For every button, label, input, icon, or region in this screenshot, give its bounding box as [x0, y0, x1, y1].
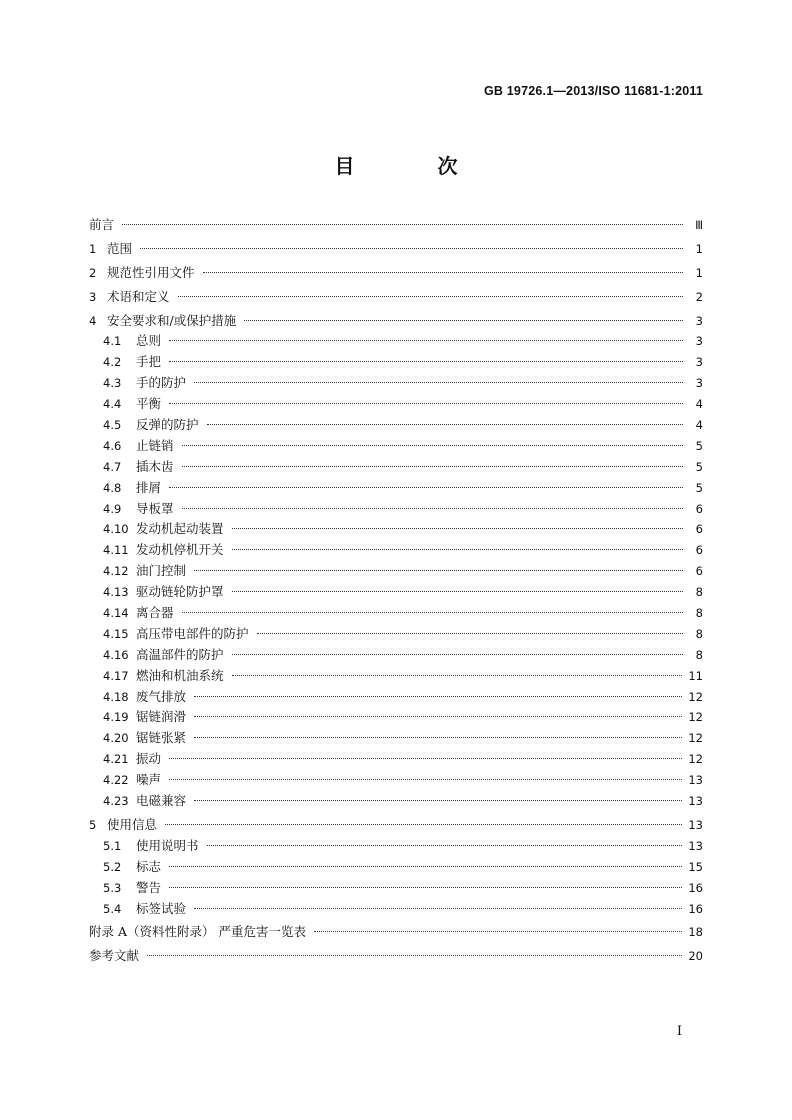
toc-entry-number: 2 — [89, 265, 97, 280]
toc-entry-title: 排屑 — [136, 479, 162, 495]
toc-entry-number: 5.2 — [103, 859, 122, 874]
dot-leader — [169, 758, 682, 759]
toc-entry-title: 标志 — [136, 858, 162, 874]
toc-entry-page: 12 — [688, 731, 703, 746]
toc-entry[interactable] — [89, 263, 703, 284]
dot-leader — [182, 445, 683, 446]
toc-entry-number: 4.13 — [103, 585, 129, 600]
toc-entry-title: 导板罩 — [136, 500, 174, 516]
toc-entry[interactable] — [89, 666, 703, 687]
toc-entry-title: 插木齿 — [136, 458, 174, 474]
toc-entry-page: 4 — [695, 397, 703, 412]
toc-entry-title: 振动 — [136, 751, 162, 767]
toc-entry-number: 4.17 — [103, 668, 129, 683]
toc-entry-page: 13 — [688, 773, 703, 788]
toc-entry[interactable] — [89, 707, 703, 728]
toc-entry-number: 4.20 — [103, 731, 129, 746]
toc-entry-number: 4.10 — [103, 522, 129, 537]
toc-entry-title: 参考文献 — [89, 948, 140, 964]
toc-entry-title: 范围 — [107, 240, 133, 256]
dot-leader — [182, 612, 683, 613]
dot-leader — [194, 696, 682, 697]
toc-entry[interactable] — [89, 478, 703, 499]
toc-entry[interactable] — [89, 352, 703, 373]
toc-entry-page: Ⅲ — [695, 218, 703, 232]
toc-entry-title: 发动机起动装置 — [136, 521, 224, 537]
dot-leader — [194, 570, 683, 571]
toc-entry-title: 高温部件的防护 — [136, 646, 224, 662]
toc-entry[interactable] — [89, 946, 703, 967]
toc-entry-page: 8 — [695, 585, 703, 600]
toc-entry-title: 术语和定义 — [107, 288, 170, 304]
toc-entry[interactable] — [89, 499, 703, 520]
toc-entry-title: 发动机停机开关 — [136, 542, 224, 558]
standard-number: GB 19726.1—2013/ISO 11681-1:2011 — [483, 84, 703, 98]
toc-entry-number: 4.11 — [103, 543, 129, 558]
toc-entry-number: 4.19 — [103, 710, 129, 725]
dot-leader — [232, 528, 683, 529]
toc-entry-title: 噪声 — [136, 772, 162, 788]
toc-entry-page: 1 — [695, 241, 703, 256]
dot-leader — [314, 931, 682, 932]
toc-entry-title: 使用信息 — [107, 816, 158, 832]
toc-entry-title: 警告 — [136, 879, 162, 895]
toc-entry-page: 13 — [688, 838, 703, 853]
toc-entry[interactable] — [89, 749, 703, 770]
dot-leader — [169, 403, 683, 404]
toc-entry-number: 4.8 — [103, 480, 122, 495]
toc-entry-page: 3 — [695, 376, 703, 391]
toc-entry[interactable] — [89, 922, 703, 943]
toc-entry[interactable] — [89, 215, 703, 236]
toc-entry-page: 16 — [688, 880, 703, 895]
toc-entry-title: 安全要求和/或保护措施 — [107, 312, 237, 328]
dot-leader — [232, 591, 683, 592]
toc-entry-page: 18 — [688, 925, 703, 940]
toc-entry-title: 平衡 — [136, 396, 162, 412]
toc-entry-page: 8 — [695, 647, 703, 662]
toc-entry-number: 4.1 — [103, 334, 122, 349]
toc-entry[interactable] — [89, 239, 703, 260]
toc-entry[interactable] — [89, 287, 703, 308]
dot-leader — [140, 248, 683, 249]
dot-leader — [232, 654, 683, 655]
toc-entry-page: 11 — [688, 668, 703, 683]
dot-leader — [122, 224, 683, 225]
toc-entry[interactable] — [89, 899, 703, 920]
dot-leader — [182, 466, 683, 467]
toc-entry-page: 13 — [688, 817, 703, 832]
dot-leader — [178, 296, 683, 297]
toc-entry-title: 锯链润滑 — [136, 709, 187, 725]
dot-leader — [232, 549, 683, 550]
toc-entry-page: 15 — [688, 859, 703, 874]
dot-leader — [169, 866, 682, 867]
toc-entry-number: 3 — [89, 289, 97, 304]
toc-entry[interactable] — [89, 791, 703, 812]
toc-entry-page: 6 — [695, 501, 703, 516]
dot-leader — [194, 737, 682, 738]
dot-leader — [203, 272, 683, 273]
toc-entry[interactable] — [89, 331, 703, 352]
toc-entry-number: 4 — [89, 313, 97, 328]
toc-entry-number: 4.12 — [103, 564, 129, 579]
toc-entry-page: 6 — [695, 522, 703, 537]
toc-entry-page: 12 — [688, 710, 703, 725]
toc-entry-page: 1 — [695, 265, 703, 280]
toc-entry[interactable] — [89, 857, 703, 878]
toc-entry-number: 4.3 — [103, 376, 122, 391]
toc-entry-title: 手的防护 — [136, 375, 187, 391]
toc-entry[interactable] — [89, 540, 703, 561]
toc-entry-title: 反弹的防护 — [136, 417, 199, 433]
toc-entry-page: 5 — [695, 459, 703, 474]
toc-entry-title: 驱动链轮防护罩 — [136, 584, 224, 600]
toc-entry-number: 4.22 — [103, 773, 129, 788]
toc-list — [89, 215, 703, 967]
toc-entry-title: 规范性引用文件 — [107, 264, 195, 280]
toc-entry[interactable] — [89, 728, 703, 749]
dot-leader — [169, 340, 683, 341]
toc-entry-number: 4.7 — [103, 459, 122, 474]
toc-entry-title: 附录 A（资料性附录） 严重危害一览表 — [89, 924, 306, 940]
toc-entry-page: 8 — [695, 626, 703, 641]
toc-entry-title: 离合器 — [136, 605, 174, 621]
dot-leader — [257, 633, 683, 634]
toc-entry[interactable] — [89, 836, 703, 857]
toc-entry[interactable] — [89, 770, 703, 791]
dot-leader — [182, 508, 683, 509]
dot-leader — [194, 800, 682, 801]
toc-entry-page: 6 — [695, 564, 703, 579]
toc-entry-number: 1 — [89, 241, 97, 256]
toc-entry-page: 2 — [695, 289, 703, 304]
toc-entry[interactable] — [89, 415, 703, 436]
toc-entry-title: 总则 — [136, 333, 162, 349]
toc-entry[interactable] — [89, 519, 703, 540]
dot-leader — [194, 716, 682, 717]
toc-entry-page: 5 — [695, 438, 703, 453]
dot-leader — [169, 779, 682, 780]
toc-entry-title: 前言 — [89, 217, 115, 232]
toc-entry-page: 3 — [695, 334, 703, 349]
toc-entry[interactable] — [89, 373, 703, 394]
dot-leader — [169, 361, 683, 362]
toc-entry-title: 手把 — [136, 354, 162, 370]
dot-leader — [194, 382, 683, 383]
toc-entry-page: 12 — [688, 689, 703, 704]
toc-entry[interactable] — [89, 878, 703, 899]
toc-entry[interactable] — [89, 561, 703, 582]
toc-entry[interactable] — [89, 311, 703, 332]
toc-entry-title: 油门控制 — [136, 563, 187, 579]
toc-entry[interactable] — [89, 436, 703, 457]
dot-leader — [169, 887, 682, 888]
toc-entry-page: 6 — [695, 543, 703, 558]
toc-entry-number: 4.18 — [103, 689, 129, 704]
toc-entry-number: 4.6 — [103, 438, 122, 453]
page-number: I — [676, 1024, 682, 1039]
toc-entry-title: 锯链张紧 — [136, 730, 187, 746]
toc-entry-page: 13 — [688, 794, 703, 809]
toc-entry-page: 4 — [695, 418, 703, 433]
toc-entry-title: 标签试验 — [136, 900, 187, 916]
toc-entry-title: 燃油和机油系统 — [136, 667, 224, 683]
toc-entry-number: 4.5 — [103, 418, 122, 433]
toc-entry-number: 5.4 — [103, 901, 122, 916]
toc-entry-page: 16 — [688, 901, 703, 916]
toc-entry-page: 8 — [695, 606, 703, 621]
toc-entry-number: 4.21 — [103, 752, 129, 767]
toc-entry-number: 4.4 — [103, 397, 122, 412]
toc-entry-title: 使用说明书 — [136, 837, 199, 853]
toc-entry-page: 3 — [695, 355, 703, 370]
toc-entry-number: 4.2 — [103, 355, 122, 370]
toc-entry-number: 4.9 — [103, 501, 122, 516]
toc-entry-title: 止链销 — [136, 437, 174, 453]
toc-entry-number: 4.23 — [103, 794, 129, 809]
dot-leader — [147, 955, 682, 956]
toc-entry-title: 废气排放 — [136, 688, 187, 704]
toc-entry-number: 4.15 — [103, 626, 129, 641]
dot-leader — [169, 487, 683, 488]
toc-entry-number: 4.16 — [103, 647, 129, 662]
toc-entry-page: 20 — [688, 949, 703, 964]
dot-leader — [207, 424, 683, 425]
toc-title: 目 次 — [334, 154, 496, 178]
toc-entry[interactable] — [89, 815, 703, 836]
dot-leader — [207, 845, 683, 846]
toc-entry-page: 3 — [695, 313, 703, 328]
dot-leader — [244, 320, 683, 321]
toc-entry-page: 12 — [688, 752, 703, 767]
dot-leader — [165, 824, 682, 825]
toc-entry-page: 5 — [695, 480, 703, 495]
toc-entry[interactable] — [89, 582, 703, 603]
dot-leader — [232, 675, 683, 676]
toc-entry[interactable] — [89, 394, 703, 415]
toc-entry[interactable] — [89, 457, 703, 478]
toc-entry-title: 高压带电部件的防护 — [136, 625, 249, 641]
toc-entry-title: 电磁兼容 — [136, 793, 187, 809]
toc-entry[interactable] — [89, 645, 703, 666]
toc-entry-number: 5 — [89, 817, 97, 832]
toc-entry[interactable] — [89, 624, 703, 645]
toc-entry-number: 4.14 — [103, 606, 129, 621]
toc-entry-number: 5.3 — [103, 880, 122, 895]
toc-entry[interactable] — [89, 687, 703, 708]
toc-entry[interactable] — [89, 603, 703, 624]
dot-leader — [194, 908, 682, 909]
toc-entry-number: 5.1 — [103, 838, 122, 853]
